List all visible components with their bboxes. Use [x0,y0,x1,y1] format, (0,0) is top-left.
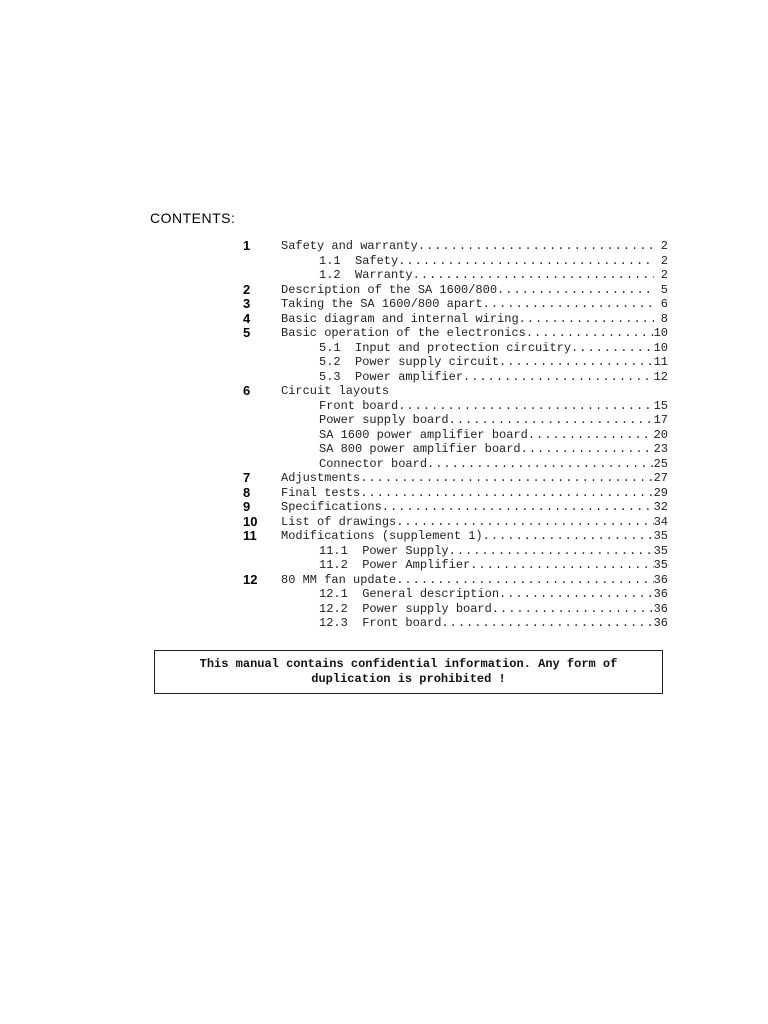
toc-page-number: 15 [653,398,668,413]
toc-page-number: 32 [653,500,668,514]
toc-row [0,341,768,356]
toc-title: Description of the SA 1600/800 [281,282,498,297]
toc-row [0,471,768,486]
toc-row [0,558,768,573]
toc-entry [281,297,668,312]
toc-dot-leader [396,515,653,530]
toc-page-number: 34 [653,514,668,529]
toc-row [0,587,768,602]
toc-title: Specifications [281,500,382,514]
toc-page-number: 35 [653,529,668,543]
toc-entry [281,500,668,515]
toc-dot-leader [427,457,654,472]
toc-title: Power supply board [319,413,449,427]
toc-page-number: 10 [653,326,668,340]
toc-dot-leader [470,558,653,573]
toc-page-number: 11 [653,355,668,369]
toc-dot-leader [483,297,654,312]
toc-title: SA 1600 power amplifier board [319,427,528,442]
toc-row [0,384,768,399]
toc-entry [319,587,668,602]
toc-row [0,312,768,327]
toc-entry [319,602,668,617]
toc-entry [319,254,668,269]
toc-section-number: 8 [243,484,251,500]
toc-page-number: 29 [653,485,668,500]
toc-page-number: 27 [653,471,668,485]
toc-title: 1.1 Safety [319,253,399,268]
toc-page-number: 20 [653,427,668,442]
toc-title: Basic diagram and internal wiring [281,311,519,326]
toc-row [0,283,768,298]
toc-row [0,254,768,269]
toc-entry [319,341,668,356]
toc-row [0,355,768,370]
toc-entry [281,515,668,530]
toc-row [0,486,768,501]
toc-entry [281,471,668,486]
toc-row [0,297,768,312]
toc-title: 12.3 Front board [319,616,442,630]
toc-page-number: 36 [653,572,668,587]
toc-page-number: 36 [653,616,668,630]
toc-page-number: 23 [653,442,668,456]
toc-row [0,500,768,515]
toc-dot-leader [492,602,654,617]
toc-title: Connector board [319,456,428,471]
notice-line-2: duplication is prohibited ! [311,672,506,686]
toc-entry [319,268,668,283]
toc-section-number: 3 [243,296,251,311]
toc-dot-leader [499,355,654,370]
toc-entry [319,544,668,559]
toc-title: 5.2 Power supply circuit [319,355,500,369]
toc-entry [319,413,668,428]
toc-entry [281,283,668,298]
notice-line-1: This manual contains confidential information. Any form of [199,657,618,671]
toc-title: 1.2 Warranty [319,268,413,282]
toc-dot-leader [528,428,654,443]
toc-title: Safety and warranty [281,239,418,253]
toc-section-number: 2 [243,281,251,297]
toc-title: 11.1 Power Supply [319,543,449,558]
toc-title: SA 800 power amplifier board [319,442,521,456]
toc-entry [319,428,668,443]
toc-dot-leader [483,529,654,544]
toc-row [0,399,768,414]
confidential-notice [154,650,663,694]
toc-dot-leader [571,341,654,356]
toc-title: List of drawings [281,514,397,529]
toc-row [0,428,768,443]
toc-dot-leader [398,254,654,269]
toc-title: Taking the SA 1600/800 apart [281,297,483,311]
toc-section-number: 12 [243,571,258,587]
toc-row [0,268,768,283]
toc-entry [281,486,668,501]
toc-section-number: 7 [243,470,251,485]
toc-row [0,544,768,559]
toc-dot-leader [449,544,654,559]
toc-row [0,239,768,254]
toc-dot-leader [382,500,654,515]
toc-title: Adjustments [281,471,361,485]
toc-dot-leader [463,370,654,385]
toc-section-number: 6 [243,383,251,398]
toc-page-number: 25 [653,456,668,471]
toc-entry [281,573,668,588]
toc-dot-leader [413,268,654,283]
toc-title: 80 MM fan update [281,572,397,587]
toc-entry [281,239,668,254]
toc-entry [319,442,668,457]
toc-title: 12.2 Power supply board [319,601,492,616]
toc-page-number: 36 [653,601,668,616]
toc-page-number: 35 [653,558,668,572]
toc-entry [319,558,668,573]
toc-section-number: 4 [243,310,251,326]
toc-entry [281,384,668,399]
toc-section-number: 9 [243,499,251,514]
toc-page-number: 35 [653,543,668,558]
toc-title: Front board [319,398,399,413]
contents-heading: CONTENTS: [150,210,236,226]
toc-dot-leader [521,442,654,457]
toc-dot-leader [499,587,654,602]
toc-page-number: 8 [660,311,668,326]
toc-row [0,573,768,588]
toc-entry [281,312,668,327]
toc-title: 11.2 Power Amplifier [319,558,471,572]
toc-title: 12.1 General description [319,587,500,601]
table-of-contents [0,239,768,631]
toc-section-number: 1 [243,238,251,253]
toc-dot-leader [360,486,653,501]
toc-page-number: 36 [653,587,668,601]
toc-dot-leader [449,413,654,428]
toc-dot-leader [398,399,653,414]
toc-row [0,413,768,428]
toc-row [0,602,768,617]
toc-page-number: 5 [660,282,668,297]
toc-row [0,457,768,472]
toc-page-number: 2 [660,239,668,253]
toc-dot-leader [396,573,653,588]
toc-title: Final tests [281,485,361,500]
toc-dot-leader [526,326,654,341]
toc-row [0,529,768,544]
toc-page-number: 2 [660,253,668,268]
toc-row [0,442,768,457]
toc-dot-leader [519,312,654,327]
toc-dot-leader [418,239,654,254]
toc-page-number: 10 [653,340,668,355]
toc-row [0,515,768,530]
toc-title: Circuit layouts [281,384,390,398]
toc-page-number: 17 [653,413,668,427]
toc-page-number: 12 [653,369,668,384]
toc-page-number: 6 [660,297,668,311]
toc-title: Basic operation of the electronics [281,326,526,340]
toc-section-number: 11 [243,528,257,543]
toc-entry [319,355,668,370]
toc-entry [281,529,668,544]
toc-dot-leader [360,471,653,486]
toc-section-number: 5 [243,325,251,340]
toc-row [0,616,768,631]
toc-entry [319,616,668,631]
toc-section-number: 10 [243,513,258,529]
toc-title: 5.1 Input and protection circuitry [319,340,572,355]
toc-page-number: 2 [660,268,668,282]
toc-entry [319,457,668,472]
toc-entry [319,399,668,414]
toc-entry [281,326,668,341]
toc-title: Modifications (supplement 1) [281,529,483,543]
toc-dot-leader [497,283,654,298]
toc-row [0,326,768,341]
toc-title: 5.3 Power amplifier [319,369,464,384]
toc-entry [319,370,668,385]
toc-dot-leader [441,616,653,631]
toc-row [0,370,768,385]
